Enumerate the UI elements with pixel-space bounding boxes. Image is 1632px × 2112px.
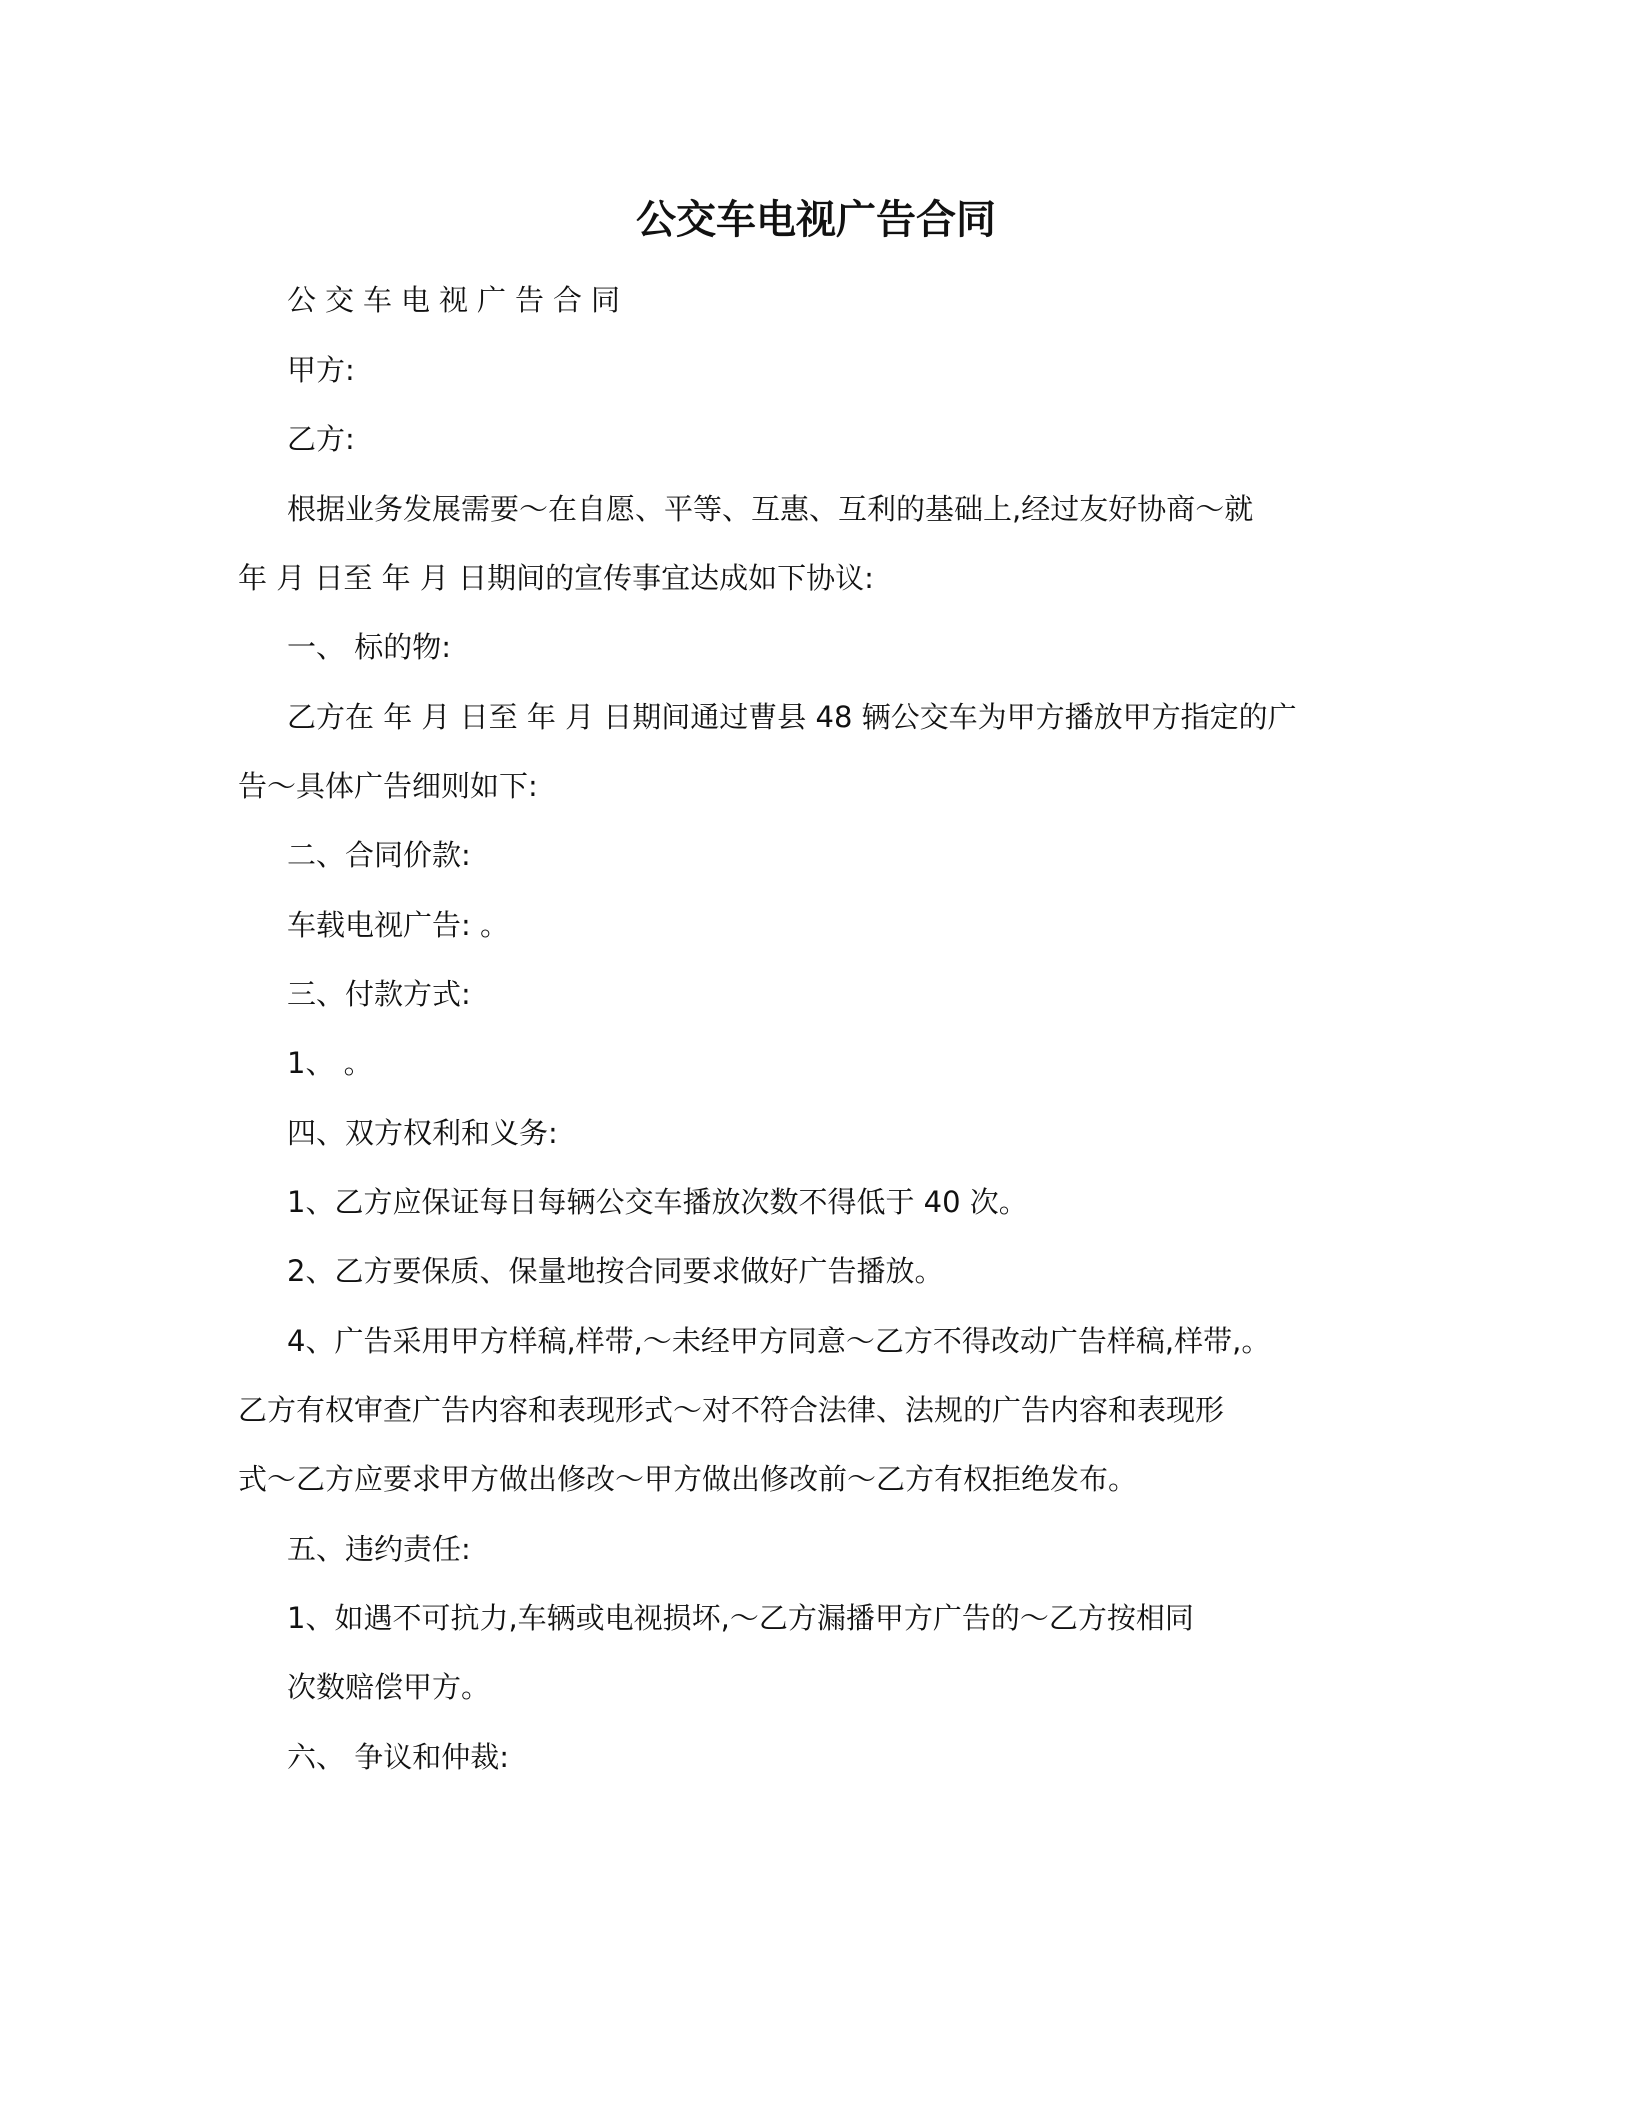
section-1-line-1: 乙方在 年 月 日至 年 月 日期间通过曹县 48 辆公交车为甲方播放甲方指定的广 [287,700,1297,734]
party-a-line: 甲方: [287,353,355,387]
section-4-heading: 四、双方权利和义务: [287,1116,558,1150]
section-3-line-1: 1、 。 [287,1046,373,1080]
section-5-item-1-cont: 次数赔偿甲方。 [287,1670,491,1704]
section-1-line-2: 告～具体广告细则如下: [238,769,538,803]
section-4-item-1: 1、乙方应保证每日每辆公交车播放次数不得低于 40 次。 [287,1185,1028,1219]
section-6-heading: 六、 争议和仲裁: [287,1740,509,1774]
section-1-heading: 一、 标的物: [287,630,451,664]
section-2-line-1: 车载电视广告: 。 [287,908,509,942]
section-2-heading: 二、合同价款: [287,838,471,872]
section-5-heading: 五、违约责任: [287,1532,471,1566]
preamble-line-2: 年 月 日至 年 月 日期间的宣传事宜达成如下协议: [238,561,874,595]
section-4-item-4-cont-2: 式～乙方应要求甲方做出修改～甲方做出修改前～乙方有权拒绝发布。 [238,1462,1138,1496]
party-b-line: 乙方: [287,422,355,456]
preamble-line-1: 根据业务发展需要～在自愿、平等、互惠、互利的基础上,经过友好协商～就 [287,492,1254,526]
section-3-heading: 三、付款方式: [287,977,471,1011]
section-4-item-4: 4、广告采用甲方样稿,样带,～未经甲方同意～乙方不得改动广告样稿,样带,。 [287,1324,1271,1358]
document-title: 公交车电视广告合同 [636,197,996,243]
section-4-item-2: 2、乙方要保质、保量地按合同要求做好广告播放。 [287,1254,944,1288]
section-4-item-4-cont-1: 乙方有权审查广告内容和表现形式～对不符合法律、法规的广告内容和表现形 [238,1393,1225,1427]
section-5-item-1: 1、如遇不可抗力,车辆或电视损坏,～乙方漏播甲方广告的～乙方按相同 [287,1601,1194,1635]
subtitle-line: 公交车电视广告合同 [287,283,630,317]
